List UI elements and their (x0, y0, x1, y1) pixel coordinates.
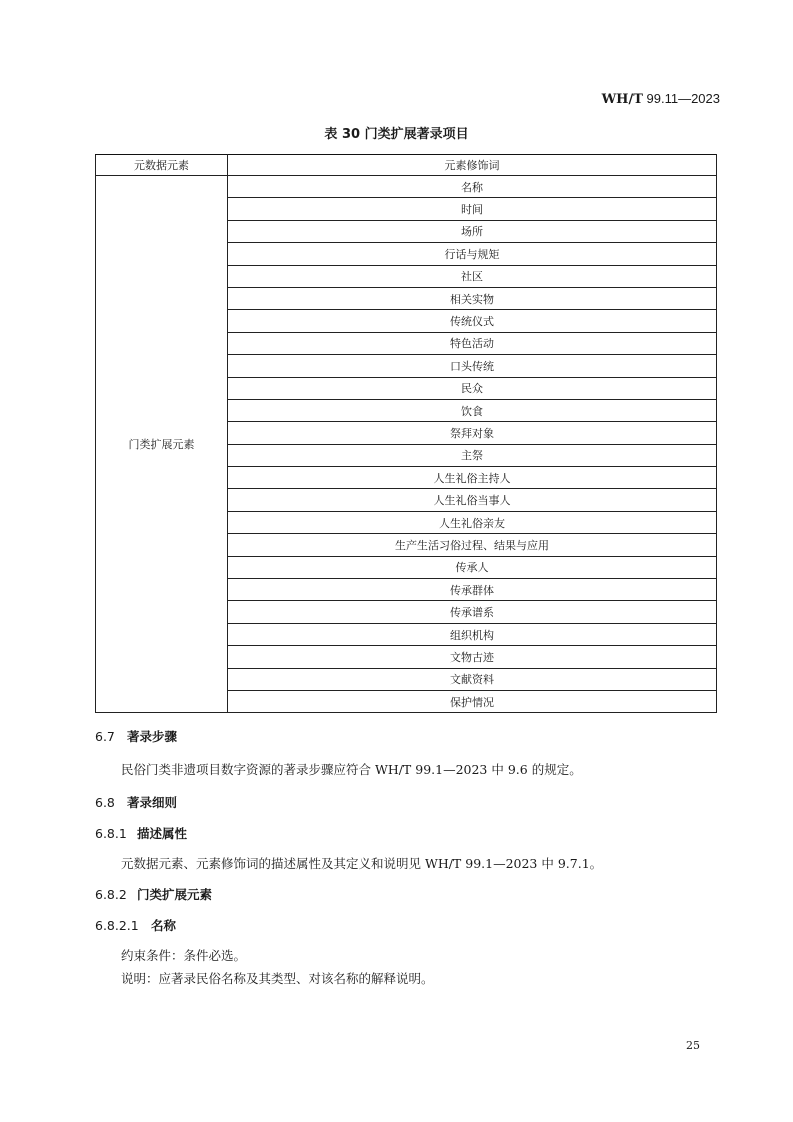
section-title: 著录细则 (127, 795, 178, 810)
section-6-8-1-heading (95, 824, 187, 842)
modifier-cell: 场所 (228, 220, 717, 242)
table-row (96, 176, 717, 198)
section-title: 门类扩展元素 (137, 887, 213, 902)
col-header-element: 元数据元素 (96, 155, 228, 176)
modifier-cell: 传承人 (228, 556, 717, 578)
modifier-cell: 文物古迹 (228, 646, 717, 668)
modifier-cell: 传承群体 (228, 579, 717, 601)
col-header-modifier: 元素修饰词 (228, 155, 717, 176)
section-6-8-2-heading (95, 885, 212, 903)
section-6-8-1-body: 元数据元素、元素修饰词的描述属性及其定义和说明见 WH/T 99.1—2023 中 9.7.1。 (121, 856, 603, 871)
group-label-cell: 门类扩展元素 (96, 176, 228, 713)
modifier-cell: 生产生活习俗过程、结果与应用 (228, 534, 717, 556)
modifier-cell: 名称 (228, 176, 717, 198)
section-number: 6.8.1 (95, 826, 127, 841)
modifier-cell: 主祭 (228, 444, 717, 466)
metadata-table (95, 154, 717, 713)
modifier-cell: 口头传统 (228, 355, 717, 377)
section-6-7-body: 民俗门类非遗项目数字资源的著录步骤应符合 WH/T 99.1—2023 中 9.6 的规定。 (121, 762, 582, 777)
section-6-7-heading (95, 727, 177, 745)
note-text: 说明：应著录民俗名称及其类型、对该名称的解释说明。 (121, 971, 434, 986)
modifier-cell: 祭拜对象 (228, 422, 717, 444)
section-6-8-heading (95, 793, 177, 811)
modifier-cell: 行话与规矩 (228, 243, 717, 265)
constraint-text: 约束条件：条件必选。 (121, 948, 247, 963)
modifier-cell: 特色活动 (228, 332, 717, 354)
modifier-cell: 传统仪式 (228, 310, 717, 332)
section-title: 著录步骤 (127, 729, 178, 744)
modifier-cell: 饮食 (228, 399, 717, 421)
section-title: 描述属性 (137, 826, 188, 841)
section-6-8-2-1-heading (95, 916, 176, 934)
modifier-cell: 文献资料 (228, 668, 717, 690)
standard-number: 99.11—2023 (646, 91, 720, 106)
modifier-cell: 人生礼俗当事人 (228, 489, 717, 511)
standard-prefix: WH/T (601, 92, 643, 107)
modifier-cell: 相关实物 (228, 287, 717, 309)
section-number: 6.8.2.1 (95, 918, 139, 933)
table-header-row (96, 155, 717, 176)
modifier-cell: 人生礼俗主持人 (228, 467, 717, 489)
section-number: 6.8.2 (95, 887, 127, 902)
section-title: 名称 (151, 918, 177, 933)
modifier-cell: 人生礼俗亲友 (228, 511, 717, 533)
modifier-cell: 保护情况 (228, 690, 717, 712)
modifier-cell: 时间 (228, 198, 717, 220)
section-number: 6.7 (95, 729, 115, 744)
modifier-cell: 民众 (228, 377, 717, 399)
modifier-cell: 组织机构 (228, 623, 717, 645)
page-number: 25 (686, 1039, 700, 1052)
modifier-cell: 传承谱系 (228, 601, 717, 623)
table-caption: 表 30 门类扩展著录项目 (324, 127, 469, 142)
standard-code (602, 91, 720, 107)
section-number: 6.8 (95, 795, 115, 810)
modifier-cell: 社区 (228, 265, 717, 287)
